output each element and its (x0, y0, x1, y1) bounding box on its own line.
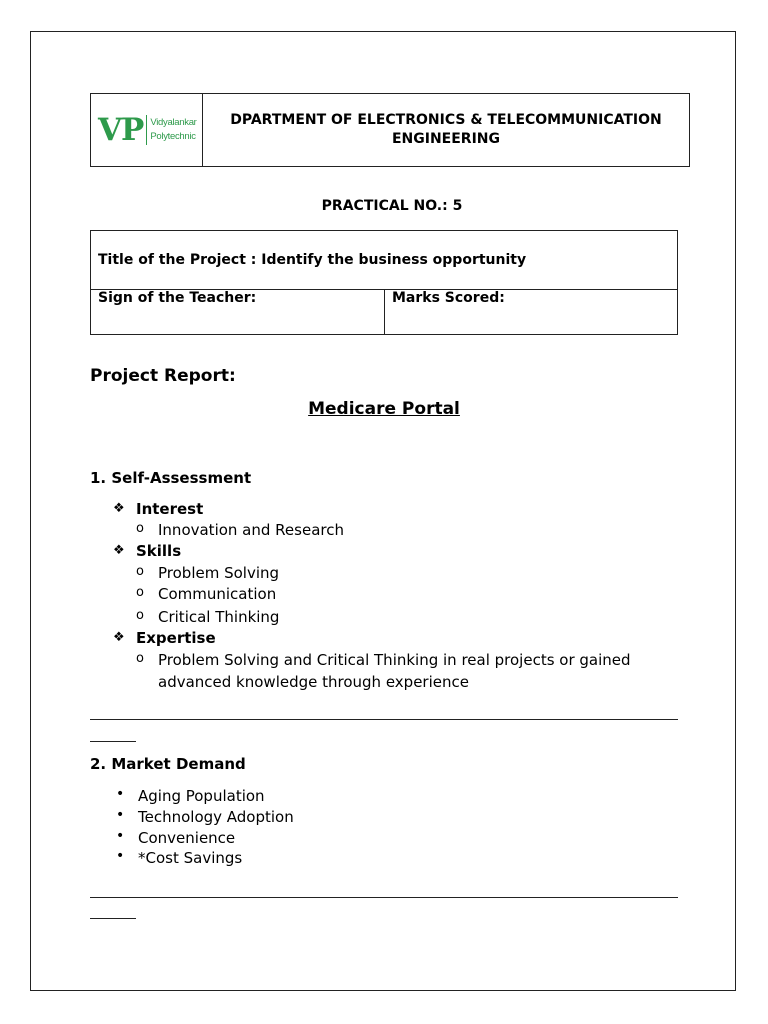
separator-line-tail (90, 741, 136, 742)
project-table (90, 230, 678, 335)
list-item: Critical Thinking (158, 608, 280, 626)
project-sign-row (91, 290, 677, 335)
logo-line-1: Vidyalankar (150, 117, 197, 128)
report-heading: Project Report: (90, 366, 236, 386)
department-line-2: ENGINEERING (391, 131, 501, 147)
separator-line (90, 719, 678, 720)
circle-bullet-icon: o (136, 608, 144, 623)
list-item: Innovation and Research (158, 521, 344, 539)
list-item-continuation: advanced knowledge through experience (158, 673, 469, 691)
marks-scored-cell: Marks Scored: (392, 290, 505, 306)
teacher-sign-cell: Sign of the Teacher: (91, 290, 385, 335)
list-item: Technology Adoption (138, 808, 294, 826)
section-heading-market-demand: 2. Market Demand (90, 755, 246, 773)
document-title: Medicare Portal (308, 399, 460, 419)
bullet-icon: • (116, 786, 125, 802)
group-label: Skills (136, 542, 182, 560)
bullet-icon: • (116, 807, 125, 823)
header-box (90, 93, 690, 167)
logo-separator (146, 115, 147, 145)
institute-logo (91, 94, 203, 166)
separator-line-tail (90, 918, 136, 919)
department-name (203, 94, 689, 166)
logo-letters: VP (98, 111, 144, 148)
list-item: Convenience (138, 829, 236, 847)
project-title-cell: Title of the Project : Identify the business opportunity (91, 231, 677, 290)
circle-bullet-icon: o (136, 585, 144, 600)
logo-words (150, 116, 196, 144)
circle-bullet-icon: o (136, 651, 144, 666)
group-label: Interest (136, 500, 204, 518)
separator-line (90, 897, 678, 898)
department-line-1: DPARTMENT OF ELECTRONICS & TELECOMMUNICATION (230, 112, 662, 128)
list-item: *Cost Savings (138, 849, 243, 867)
circle-bullet-icon: o (136, 521, 144, 536)
diamond-bullet-icon: ❖ (113, 630, 125, 645)
list-item: Problem Solving (158, 564, 280, 582)
list-item: Communication (158, 585, 277, 603)
logo-line-2: Polytechnic (150, 131, 196, 142)
list-item: Aging Population (138, 787, 265, 805)
section-heading-self-assessment: 1. Self-Assessment (90, 469, 252, 487)
group-label: Expertise (136, 629, 216, 647)
practical-number: PRACTICAL NO.: 5 (321, 198, 463, 214)
list-item: Problem Solving and Critical Thinking in real projects or gained (158, 651, 631, 669)
diamond-bullet-icon: ❖ (113, 543, 125, 558)
bullet-icon: • (116, 828, 125, 844)
diamond-bullet-icon: ❖ (113, 501, 125, 516)
bullet-icon: • (116, 848, 125, 864)
circle-bullet-icon: o (136, 564, 144, 579)
